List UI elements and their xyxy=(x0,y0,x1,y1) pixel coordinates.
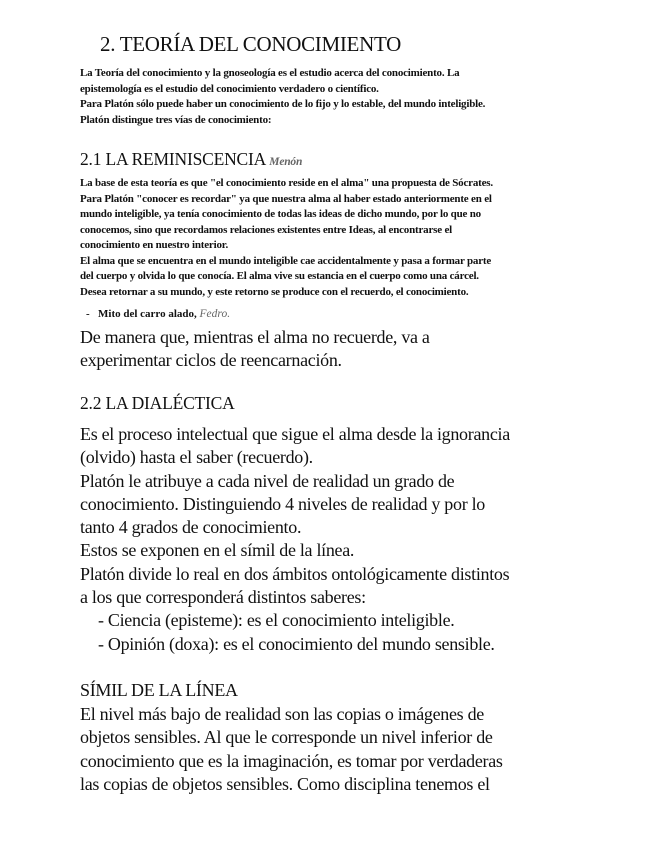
section-heading-text: SÍMIL DE LA LÍNEA xyxy=(80,680,238,700)
section-heading-text: 2.1 LA REMINISCENCIA xyxy=(80,149,266,169)
text-line: La Teoría del conocimiento y la gnoseología es el estudio acerca del conocimiento. La xyxy=(80,67,460,79)
text-line: Platón le atribuye a cada nivel de realidad un grado de xyxy=(80,470,455,491)
text-line: El alma que se encuentra en el mundo inteligible cae accidentalmente y pasa a formar parte xyxy=(80,254,492,267)
text-line: objetos sensibles. Al que le corresponde un nivel inferior de xyxy=(80,727,493,748)
simil-paragraph xyxy=(80,703,503,796)
intro-paragraph xyxy=(80,66,580,128)
text-line: epistemología es el estudio del conocimiento verdadero o científico. xyxy=(80,82,379,95)
text-line: conocimiento que es la imaginación, es tomar por verdaderas xyxy=(80,750,503,771)
text-line: a los que corresponderá distintos saberes: xyxy=(80,587,366,608)
text-line: La base de esta teoría es que "el conocimiento reside en el alma" una propuesta de Sócrates. xyxy=(80,177,493,189)
list-item: - Opinión (doxa): es el conocimiento del mundo sensible. xyxy=(98,633,495,654)
text-line: mundo inteligible, ya tenía conocimiento de todas las ideas de dicho mundo, por lo que no xyxy=(80,208,481,220)
text-line: experimentar ciclos de reencarnación. xyxy=(80,350,342,371)
text-line: conocimiento en nuestro interior. xyxy=(80,239,228,251)
reminiscencia-paragraph xyxy=(80,176,580,300)
page-title: 2. TEORÍA DEL CONOCIMIENTO xyxy=(100,32,401,56)
text-line: Estos se exponen en el símil de la línea. xyxy=(80,540,355,561)
dialectica-paragraph xyxy=(80,423,510,656)
text-line: Para Platón "conocer es recordar" ya que nuestra alma al haber estado anteriormente en el xyxy=(80,192,492,205)
text-line: Para Platón sólo puede haber un conocimiento de lo fijo y lo estable, del mundo inteligible. xyxy=(80,98,486,110)
text-line: De manera que, mientras el alma no recuerde, va a xyxy=(80,327,430,347)
reminiscencia-conclusion xyxy=(80,326,430,373)
bullet-dash: - xyxy=(86,308,90,320)
text-line: Es el proceso intelectual que sigue el alma desde la ignorancia xyxy=(80,424,510,444)
text-line: Platón divide lo real en dos ámbitos ontológicamente distintos xyxy=(80,563,510,584)
text-line: las copias de objetos sensibles. Como disciplina tenemos el xyxy=(80,773,490,794)
section-heading-reminiscencia xyxy=(80,149,302,170)
text-line: Desea retornar a su mundo, y este retorno se produce con el recuerdo, el conocimiento. xyxy=(80,285,469,298)
bullet-text: Mito del carro alado, xyxy=(98,308,197,320)
text-line: tanto 4 grados de conocimiento. xyxy=(80,517,302,538)
list-item: - Ciencia (episteme): es el conocimiento inteligible. xyxy=(98,610,455,631)
bullet-reference: Fedro. xyxy=(199,308,231,320)
section-heading-simil xyxy=(80,679,238,702)
text-line: del cuerpo y olvida lo que conocía. El alma vive su estancia en el cuerpo como una cárcel. xyxy=(80,270,479,282)
text-line: El nivel más bajo de realidad son las copias o imágenes de xyxy=(80,704,484,724)
section-heading-dialectica: 2.2 LA DIALÉCTICA xyxy=(80,393,235,413)
section-reference: Menón xyxy=(269,156,303,168)
bullet-item-mito xyxy=(86,308,230,320)
text-line: Platón distingue tres vías de conocimiento: xyxy=(80,113,272,126)
text-line: conocimiento. Distinguiendo 4 niveles de realidad y por lo xyxy=(80,493,486,514)
text-line: (olvido) hasta el saber (recuerdo). xyxy=(80,447,313,468)
text-line: conocemos, sino que recordamos relaciones existentes entre Ideas, al encontrarse el xyxy=(80,223,452,236)
